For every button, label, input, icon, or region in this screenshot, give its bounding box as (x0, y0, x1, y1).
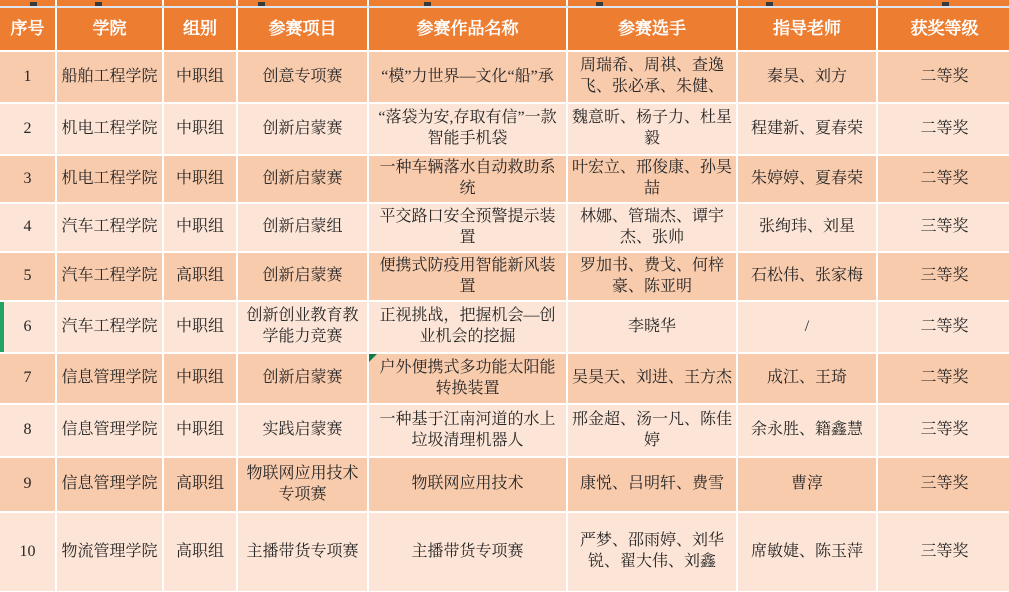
cell-college[interactable]: 信息管理学院 (56, 457, 163, 512)
col-header-award-level[interactable]: 获奖等级 (877, 8, 1009, 51)
cropped-row-above (0, 0, 1009, 8)
cell-group[interactable]: 中职组 (163, 103, 237, 155)
cell-project[interactable]: 创新创业教育教学能力竞赛 (237, 301, 368, 353)
cropped-text-remnant (942, 2, 949, 6)
cell-award[interactable]: 三等奖 (877, 512, 1009, 592)
table-row (0, 252, 1009, 301)
gridline (367, 0, 369, 6)
table-row (0, 301, 1009, 353)
cell-index[interactable]: 1 (0, 51, 56, 103)
cell-project[interactable]: 创新启蒙组 (237, 203, 368, 252)
cell-advisors[interactable]: 余永胜、籍鑫慧 (737, 404, 877, 457)
cell-group[interactable]: 中职组 (163, 203, 237, 252)
cell-advisors[interactable]: 秦昊、刘方 (737, 51, 877, 103)
cell-project[interactable]: 创新启蒙赛 (237, 103, 368, 155)
cell-contestants[interactable]: 邢金超、汤一凡、陈佳婷 (567, 404, 737, 457)
cropped-text-remnant (258, 2, 265, 6)
cell-award[interactable]: 三等奖 (877, 457, 1009, 512)
cell-award[interactable]: 二等奖 (877, 301, 1009, 353)
cropped-text-remnant (95, 2, 102, 6)
gridline (736, 0, 738, 6)
cell-contestants[interactable]: 吴昊天、刘进、王方杰 (567, 353, 737, 404)
header-row (0, 8, 1009, 51)
cell-award[interactable]: 三等奖 (877, 252, 1009, 301)
cell-contestants[interactable]: 康悦、吕明轩、费雪 (567, 457, 737, 512)
cell-contestants[interactable]: 李晓华 (567, 301, 737, 353)
cell-college[interactable]: 汽车工程学院 (56, 252, 163, 301)
cell-college[interactable]: 物流管理学院 (56, 512, 163, 592)
cell-contestants[interactable]: 罗加书、费戈、何梓豪、陈亚明 (567, 252, 737, 301)
cell-project[interactable]: 创新启蒙赛 (237, 353, 368, 404)
table-row (0, 457, 1009, 512)
cropped-text-remnant (766, 2, 773, 6)
cell-index[interactable]: 4 (0, 203, 56, 252)
cell-contestants[interactable]: 叶宏立、邢俊康、孙昊喆 (567, 155, 737, 203)
cell-project[interactable]: 物联网应用技术专项赛 (237, 457, 368, 512)
cell-college[interactable]: 信息管理学院 (56, 353, 163, 404)
cell-project[interactable]: 创意专项赛 (237, 51, 368, 103)
cell-group[interactable]: 高职组 (163, 252, 237, 301)
col-header-index[interactable]: 序号 (0, 8, 56, 51)
cell-award[interactable]: 二等奖 (877, 51, 1009, 103)
cell-work-name[interactable]: 主播带货专项赛 (368, 512, 567, 592)
table-row (0, 103, 1009, 155)
cell-work-name[interactable]: 一种基于江南河道的水上垃圾清理机器人 (368, 404, 567, 457)
cell-award[interactable]: 三等奖 (877, 404, 1009, 457)
cell-index[interactable]: 6 (0, 301, 56, 353)
col-header-advisors[interactable]: 指导老师 (737, 8, 877, 51)
col-header-project[interactable]: 参赛项目 (237, 8, 368, 51)
cell-advisors[interactable]: 朱婷婷、夏春荣 (737, 155, 877, 203)
awards-table-container (0, 8, 1009, 592)
cell-work-name[interactable]: 便携式防疫用智能新风装置 (368, 252, 567, 301)
cell-project[interactable]: 实践启蒙赛 (237, 404, 368, 457)
cell-award[interactable]: 二等奖 (877, 103, 1009, 155)
cell-contestants[interactable]: 魏意昕、杨子力、杜星毅 (567, 103, 737, 155)
cell-work-name[interactable]: 一种车辆落水自动救助系统 (368, 155, 567, 203)
gridline (162, 0, 164, 6)
gridline (566, 0, 568, 6)
cell-contestants[interactable]: 林娜、管瑞杰、谭宇杰、张帅 (567, 203, 737, 252)
cell-award[interactable]: 二等奖 (877, 353, 1009, 404)
cell-index[interactable]: 9 (0, 457, 56, 512)
col-header-contestants[interactable]: 参赛选手 (567, 8, 737, 51)
cropped-text-remnant (596, 2, 603, 6)
cell-group[interactable]: 高职组 (163, 457, 237, 512)
cell-group[interactable]: 中职组 (163, 155, 237, 203)
col-header-college[interactable]: 学院 (56, 8, 163, 51)
table-row (0, 404, 1009, 457)
cell-award[interactable]: 三等奖 (877, 203, 1009, 252)
cell-project[interactable]: 主播带货专项赛 (237, 512, 368, 592)
cell-group[interactable]: 高职组 (163, 512, 237, 592)
cell-group[interactable]: 中职组 (163, 353, 237, 404)
table-row (0, 155, 1009, 203)
cell-college[interactable]: 船舶工程学院 (56, 51, 163, 103)
cropped-text-remnant (424, 2, 431, 6)
cell-advisors[interactable]: 成江、王琦 (737, 353, 877, 404)
table-row (0, 203, 1009, 252)
cell-award[interactable]: 二等奖 (877, 155, 1009, 203)
cell-college[interactable]: 汽车工程学院 (56, 203, 163, 252)
gridline (236, 0, 238, 6)
cell-advisors[interactable]: 席敏婕、陈玉萍 (737, 512, 877, 592)
cell-college[interactable]: 机电工程学院 (56, 155, 163, 203)
table-row (0, 512, 1009, 592)
cell-advisors[interactable]: 程建新、夏春荣 (737, 103, 877, 155)
cell-work-name[interactable]: “模”力世界—文化“船”承 (368, 51, 567, 103)
cell-project[interactable]: 创新启蒙赛 (237, 252, 368, 301)
table-row (0, 51, 1009, 103)
green-fill-indicator-icon (0, 302, 4, 352)
cell-work-name[interactable]: 平交路口安全预警提示装置 (368, 203, 567, 252)
cell-group[interactable]: 中职组 (163, 51, 237, 103)
cell-work-name[interactable]: 户外便携式多功能太阳能转换装置 (368, 353, 567, 404)
col-header-work-name[interactable]: 参赛作品名称 (368, 8, 567, 51)
awards-table (0, 8, 1009, 592)
cell-work-name[interactable]: “落袋为安,存取有信”一款智能手机袋 (368, 103, 567, 155)
cell-contestants[interactable]: 周瑞希、周祺、查逸飞、张必承、朱健、 (567, 51, 737, 103)
cell-college[interactable]: 信息管理学院 (56, 404, 163, 457)
gridline (55, 0, 57, 6)
cell-index[interactable]: 8 (0, 404, 56, 457)
cell-group[interactable]: 中职组 (163, 404, 237, 457)
cell-index[interactable]: 2 (0, 103, 56, 155)
cell-college[interactable]: 机电工程学院 (56, 103, 163, 155)
cell-group[interactable]: 中职组 (163, 301, 237, 353)
col-header-group[interactable]: 组别 (163, 8, 237, 51)
cell-contestants[interactable]: 严梦、邵雨婷、刘华锐、翟大伟、刘鑫 (567, 512, 737, 592)
cell-college[interactable]: 汽车工程学院 (56, 301, 163, 353)
cell-index[interactable]: 7 (0, 353, 56, 404)
cell-advisors[interactable]: 石松伟、张家梅 (737, 252, 877, 301)
cropped-text-remnant (30, 2, 37, 6)
cell-project[interactable]: 创新启蒙赛 (237, 155, 368, 203)
cell-advisors[interactable]: / (737, 301, 877, 353)
gridline (876, 0, 878, 6)
cell-advisors[interactable]: 曹淳 (737, 457, 877, 512)
cell-work-name[interactable]: 物联网应用技术 (368, 457, 567, 512)
cell-work-name[interactable]: 正视挑战，把握机会—创业机会的挖掘 (368, 301, 567, 353)
cell-index[interactable]: 5 (0, 252, 56, 301)
table-row (0, 353, 1009, 404)
cell-index[interactable]: 3 (0, 155, 56, 203)
cell-error-flag-icon (369, 354, 377, 362)
cell-advisors[interactable]: 张绚玮、刘星 (737, 203, 877, 252)
cell-index[interactable]: 10 (0, 512, 56, 592)
